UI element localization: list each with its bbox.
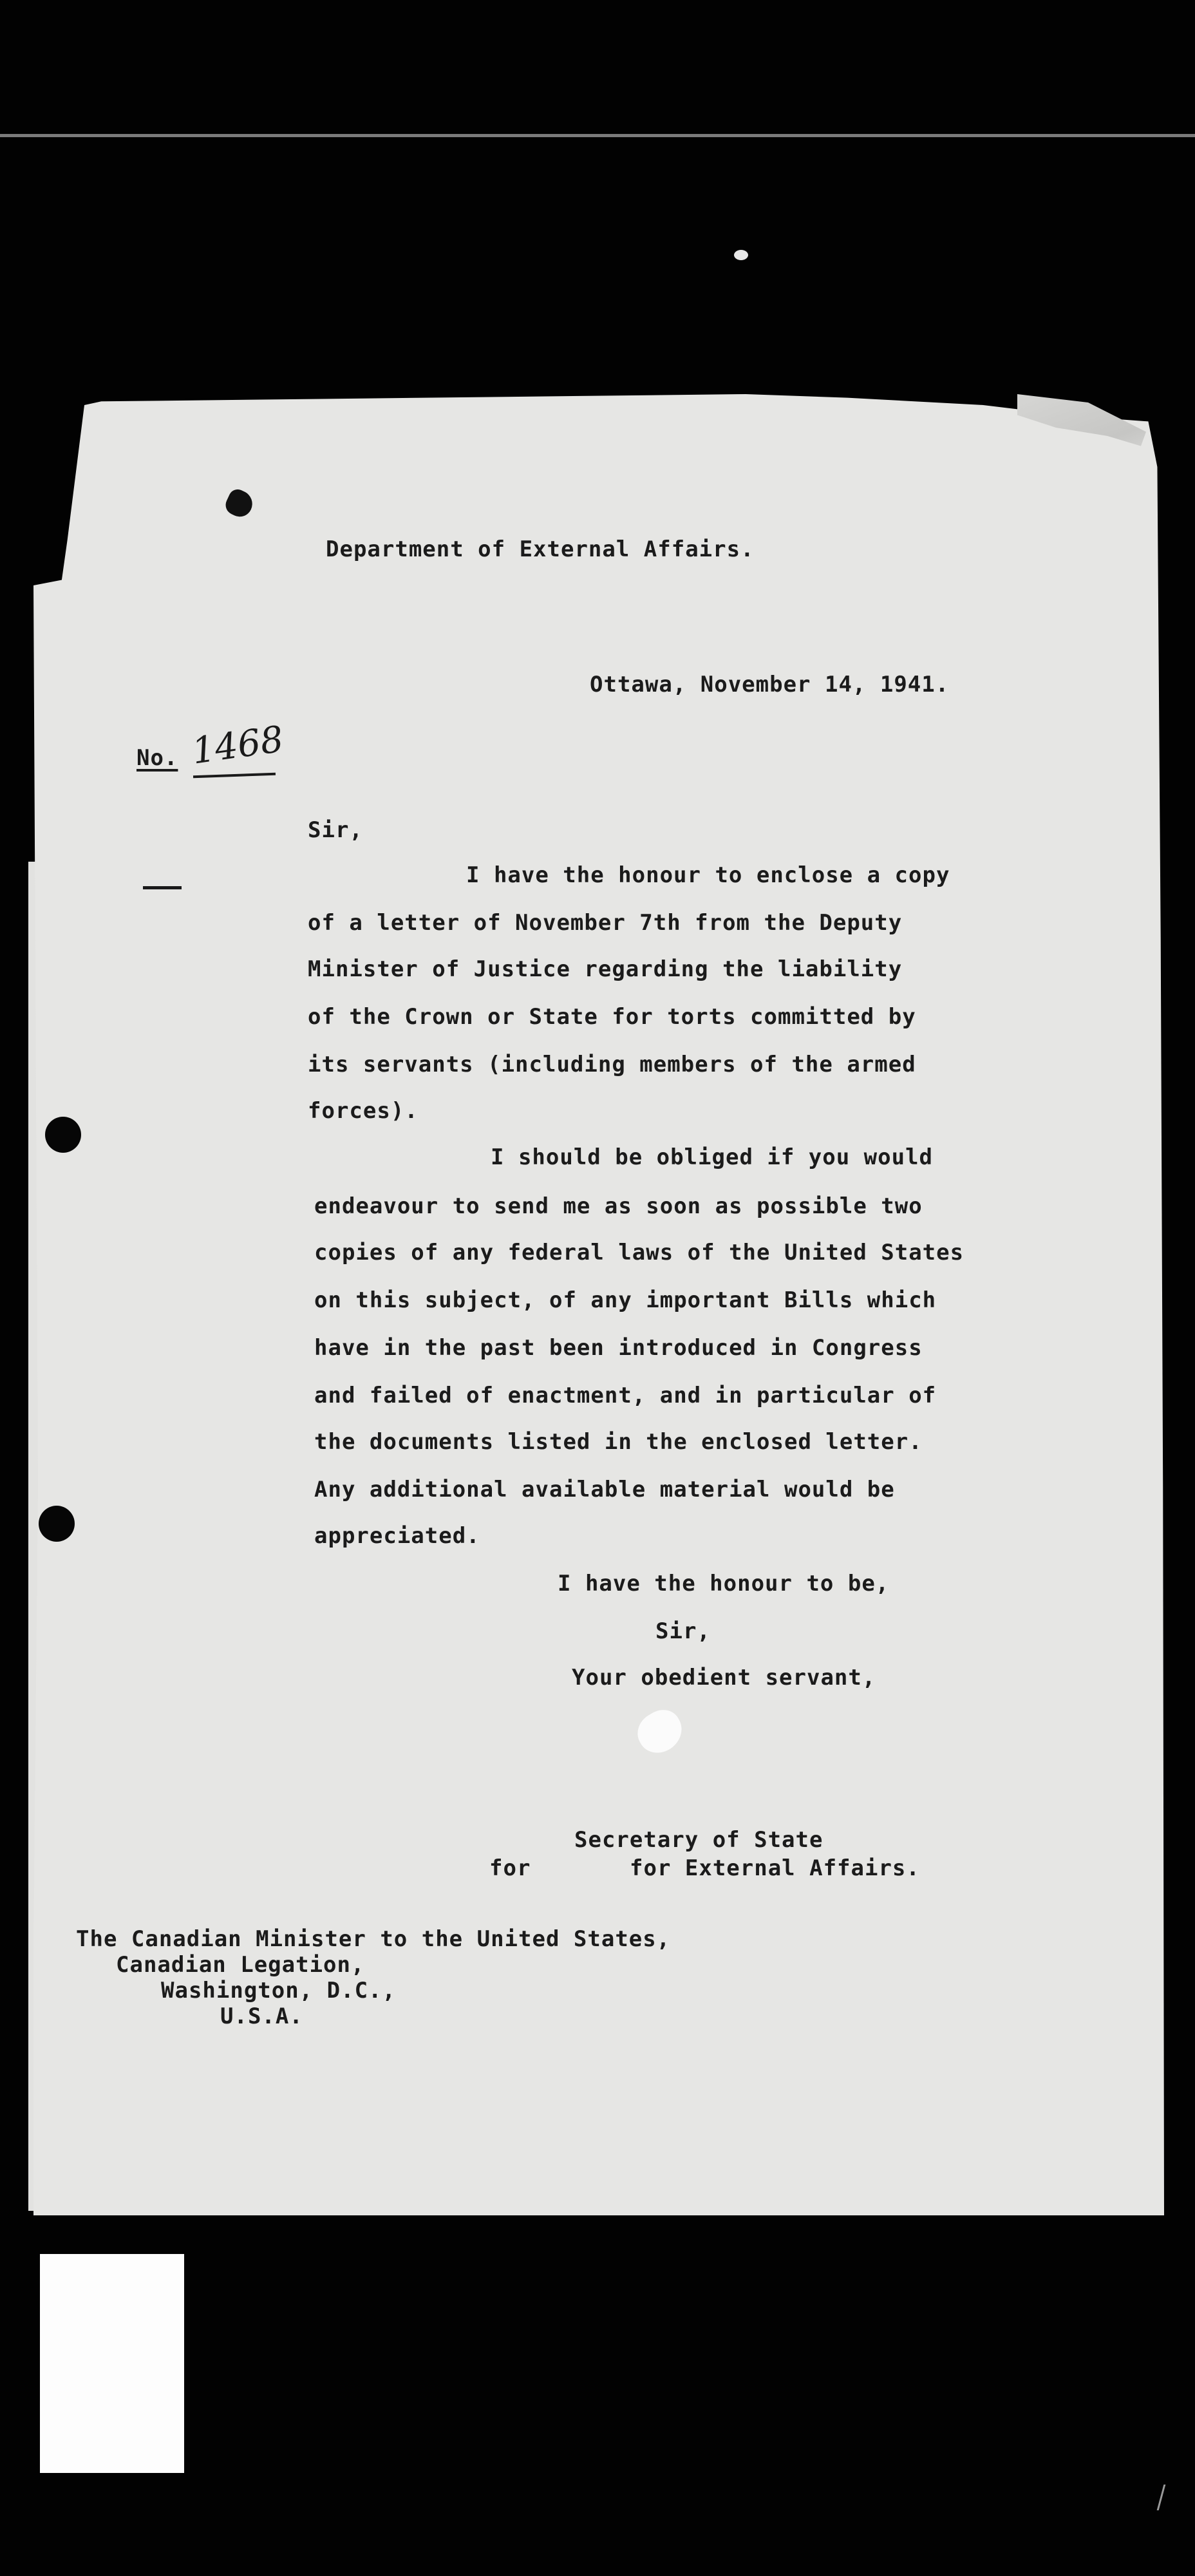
signature-for: for bbox=[489, 1855, 531, 1881]
signature-title-line-2: for External Affairs. bbox=[630, 1855, 920, 1881]
punch-hole bbox=[45, 1117, 81, 1153]
paragraph-2-line: the documents listed in the enclosed letter. bbox=[314, 1429, 923, 1455]
addressee-line: Washington, D.C., bbox=[161, 1978, 396, 2003]
addressee-line: Canadian Legation, bbox=[116, 1952, 365, 1978]
paragraph-1-line: forces). bbox=[308, 1098, 419, 1124]
blank-film-label bbox=[40, 2254, 184, 2473]
punch-hole bbox=[39, 1506, 75, 1542]
paragraph-2-line: on this subject, of any important Bills which bbox=[314, 1287, 937, 1313]
dust-speck bbox=[734, 250, 748, 260]
closing-line-1: I have the honour to be, bbox=[558, 1571, 890, 1596]
margin-dash bbox=[143, 886, 182, 889]
file-number-label: No. bbox=[136, 745, 178, 771]
file-number-handwritten: 1468 bbox=[189, 718, 287, 773]
place-date: Ottawa, November 14, 1941. bbox=[590, 672, 950, 697]
paragraph-2-line: endeavour to send me as soon as possible two bbox=[314, 1193, 923, 1219]
addressee-line: U.S.A. bbox=[220, 2003, 303, 2029]
paragraph-1-line: I have the honour to enclose a copy bbox=[466, 862, 950, 888]
salutation: Sir, bbox=[308, 817, 363, 843]
paragraph-2-line: I should be obliged if you would bbox=[491, 1144, 934, 1170]
paragraph-2-line: appreciated. bbox=[314, 1523, 480, 1549]
film-edge-line bbox=[0, 134, 1195, 137]
paragraph-1-line: Minister of Justice regarding the liability bbox=[308, 956, 903, 982]
paragraph-1-line: of a letter of November 7th from the Deputy bbox=[308, 910, 903, 936]
closing-line-3: Your obedient servant, bbox=[572, 1665, 876, 1690]
paragraph-1-line: its servants (including members of the armed bbox=[308, 1052, 916, 1077]
closing-line-2: Sir, bbox=[655, 1618, 711, 1644]
paragraph-2-line: copies of any federal laws of the United States bbox=[314, 1240, 964, 1265]
paragraph-2-line: have in the past been introduced in Congress bbox=[314, 1335, 923, 1361]
department-heading: Department of External Affairs. bbox=[326, 536, 755, 562]
paragraph-2-line: and failed of enactment, and in particular of bbox=[314, 1383, 937, 1408]
addressee-line: The Canadian Minister to the United States, bbox=[76, 1926, 671, 1952]
signature-title-line-1: Secretary of State bbox=[574, 1827, 823, 1853]
paragraph-2-line: Any additional available material would be bbox=[314, 1477, 895, 1502]
paragraph-1-line: of the Crown or State for torts committed by bbox=[308, 1004, 916, 1030]
